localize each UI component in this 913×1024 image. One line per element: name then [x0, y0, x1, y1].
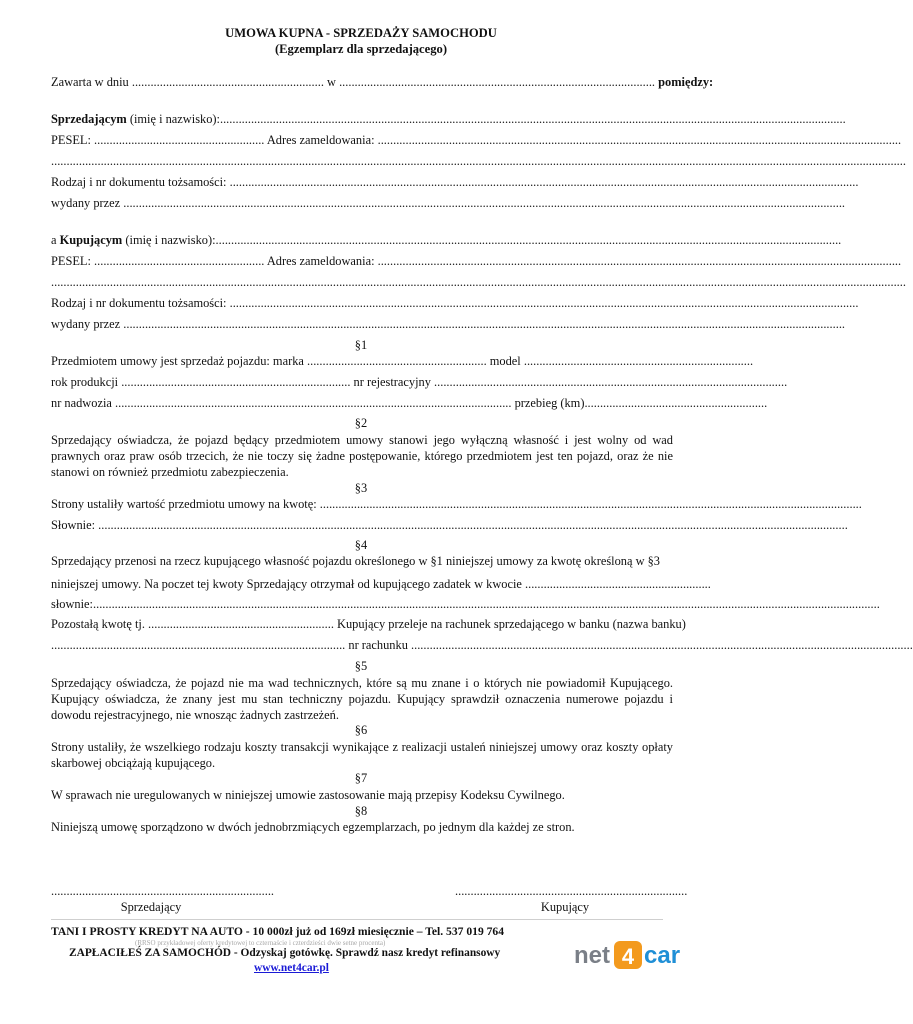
deposit-words-label: słownie: — [51, 597, 93, 611]
document-subtitle: (Egzemplarz dla sprzedającego) — [274, 42, 448, 56]
seller-name-hint: (imię i nazwisko): — [129, 112, 220, 126]
buyer-issued-line: wydany przez ......................................................................................................................................................................................................................................... — [51, 317, 846, 331]
vehicle-vin-label: nr nadwozia — [51, 396, 112, 410]
seller-issued-line: wydany przez ......................................................................................................................................................................................................................................... — [51, 196, 846, 210]
buyer-address-label: Adres zameldowania: — [266, 254, 375, 268]
price-words-label: Słownie: — [51, 518, 96, 532]
price-line: Strony ustaliły wartość przedmiotu umowy na kwotę: ............................................................................................................................................................................... — [51, 497, 862, 511]
seller-role: Sprzedającym — [51, 112, 127, 126]
account-line: ............................................................................................... nr rachunku .................................................................................................................................................................. — [51, 638, 913, 652]
seller-doc-label: Rodzaj i nr dokumentu tożsamości: — [51, 175, 227, 189]
place-label: w — [327, 75, 336, 89]
buyer-address-cont: .................................................................................................................................................................................................................................................................................... — [51, 275, 906, 289]
vehicle-make-line: Przedmiotem umowy jest sprzedaż pojazdu: marka .......................................................... model .......................................................................... — [51, 354, 754, 368]
section-2-text: Sprzedający oświadcza, że pojazd będący przedmiotem umowy stanowi jego wyłączną własność i jest wolny od wad prawnych oraz praw osób trzecich, że nie toczy się żadne postępowanie, którego przedmiotem jest ten pojazd, oraz że nie stanowi on również przedmiotu zabezpieczenia. — [51, 433, 673, 479]
seller-signature-label: Sprzedający — [120, 900, 182, 914]
seller-doc-line: Rodzaj i nr dokumentu tożsamości: ........................................................................................................................................................................................................... — [51, 175, 859, 189]
intro-line: Zawarta w dniu .............................................................. w ...................................................................................................... pomiędzy: — [51, 75, 714, 89]
seller-name-line: Sprzedającym (imię i nazwisko):.......................................................................................................................................................................................................... — [51, 112, 846, 126]
buyer-name-line: a Kupującym (imię i nazwisko):.......................................................................................................................................................................................................... — [51, 233, 842, 247]
buyer-pesel-label: PESEL: — [51, 254, 91, 268]
buyer-signature-line: ........................................................................... — [455, 884, 688, 898]
buyer-doc-line: Rodzaj i nr dokumentu tożsamości: ........................................................................................................................................................................................................... — [51, 296, 859, 310]
footer-ad-line2: ZAPŁACIŁEŚ ZA SAMOCHÓD - Odzyskaj gotówkę. Sprawdź nasz kredyt refinansowy — [69, 947, 501, 959]
section-2-mark: §2 — [354, 416, 368, 430]
between-label: pomiędzy: — [658, 75, 714, 89]
section-6-text: Strony ustaliły, że wszelkiego rodzaju koszty transakcji wynikające z realizacji ustaleń niniejszej umowy oraz koszty opłaty skarbowej obciążają kupującego. — [51, 740, 673, 770]
vehicle-vin-line: nr nadwozia ................................................................................................................................ przebieg (km)........................................................... — [51, 396, 768, 410]
date-label: Zawarta w dniu — [51, 75, 129, 89]
footer-rrso-note: (RRSO przykładowej oferty kredytowej to czternaście i czterdzieści dwie setne procenta) — [135, 939, 386, 947]
footer-ad-line: TANI I PROSTY KREDYT NA AUTO - 10 000zł już od 169zł miesięcznie – Tel. 537 019 764 — [51, 925, 505, 938]
seller-signature-line: ........................................................................ — [51, 884, 275, 898]
section-5-text: Sprzedający oświadcza, że pojazd nie ma wad technicznych, które są mu znane i o których nie powiadomił Kupującego. Kupujący oświadcza, że znany jest mu stan techniczny pojazdu. Kupujący sprawdził oznaczenia numerowe pojazdu i dowodu rejestracyjnego, nie wnosząc żadnych zastrzeżeń. — [51, 676, 673, 722]
seller-address-label: Adres zameldowania: — [266, 133, 375, 147]
remaining-label: Pozostałą kwotę tj. — [51, 617, 145, 631]
buyer-doc-label: Rodzaj i nr dokumentu tożsamości: — [51, 296, 227, 310]
price-words-line: Słownie: .................................................................................................................................................................................................................................................. — [51, 518, 848, 532]
vehicle-year-label: rok produkcji — [51, 375, 119, 389]
section-6-mark: §6 — [354, 723, 368, 737]
footer-divider — [51, 919, 663, 920]
deposit-words-line: słownie:.............................................................................................................................................................................................................................................................. — [51, 597, 880, 611]
remaining-text: Kupujący przeleje na rachunek sprzedającego w banku (nazwa banku) — [337, 617, 686, 631]
net4car-logo[interactable] — [573, 937, 695, 973]
vehicle-make-label: Przedmiotem umowy jest sprzedaż pojazdu: marka — [51, 354, 304, 368]
account-label: nr rachunku — [348, 638, 408, 652]
buyer-prefix: a — [51, 233, 57, 247]
deposit-line: niniejszej umowy. Na poczet tej kwoty Sprzedający otrzymał od kupującego zadatek w kwocie ............................................................ — [51, 577, 711, 591]
section-8-mark: §8 — [354, 804, 368, 818]
logo-text-net: net — [574, 942, 610, 969]
deposit-label: niniejszej umowy. Na poczet tej kwoty Sprzedający otrzymał od kupującego zadatek w kwocie — [51, 577, 522, 591]
seller-pesel-line: PESEL: ....................................................... Adres zameldowania: ......................................................................................................................................................................... — [51, 133, 902, 147]
seller-issued-label: wydany przez — [51, 196, 121, 210]
vehicle-model-label: model — [489, 354, 521, 368]
remaining-line: Pozostałą kwotę tj. ............................................................ Kupujący przeleje na rachunek sprzedającego w banku (nazwa banku) — [51, 617, 686, 631]
section-8-text: Niniejszą umowę sporządzono w dwóch jednobrzmiących egzemplarzach, po jednym dla każdej ze stron. — [51, 820, 575, 834]
logo-text-car: car — [644, 942, 681, 969]
buyer-role: Kupującym — [59, 233, 123, 247]
seller-address-cont: .................................................................................................................................................................................................................................................................................... — [51, 154, 906, 168]
buyer-pesel-line: PESEL: ....................................................... Adres zameldowania: ......................................................................................................................................................................... — [51, 254, 902, 268]
section-1-mark: §1 — [354, 338, 368, 352]
logo-digit: 4 — [621, 944, 635, 969]
price-label: Strony ustaliły wartość przedmiotu umowy na kwotę: — [51, 497, 317, 511]
document-title: UMOWA KUPNA - SPRZEDAŻY SAMOCHODU — [225, 26, 497, 40]
section-4-mark: §4 — [354, 538, 368, 552]
buyer-signature-label: Kupujący — [540, 900, 590, 914]
seller-pesel-label: PESEL: — [51, 133, 91, 147]
buyer-issued-label: wydany przez — [51, 317, 121, 331]
buyer-name-hint: (imię i nazwisko): — [125, 233, 216, 247]
vehicle-mileage-label: przebieg (km) — [514, 396, 585, 410]
section-4-line1: Sprzedający przenosi na rzecz kupującego własność pojazdu określonego w §1 niniejszej umowy za kwotę określoną w §3 — [51, 554, 661, 568]
section-7-text: W sprawach nie uregulowanych w niniejszej umowie zastosowanie mają przepisy Kodeksu Cywilnego. — [51, 788, 565, 802]
section-7-mark: §7 — [354, 771, 368, 785]
vehicle-year-line: rok produkcji .......................................................................... nr rejestracyjny .................................................................................................................. — [51, 375, 788, 389]
vehicle-reg-label: nr rejestracyjny — [353, 375, 431, 389]
section-3-mark: §3 — [354, 481, 368, 495]
footer-website-link[interactable]: www.net4car.pl — [254, 962, 329, 974]
section-5-mark: §5 — [354, 659, 368, 673]
